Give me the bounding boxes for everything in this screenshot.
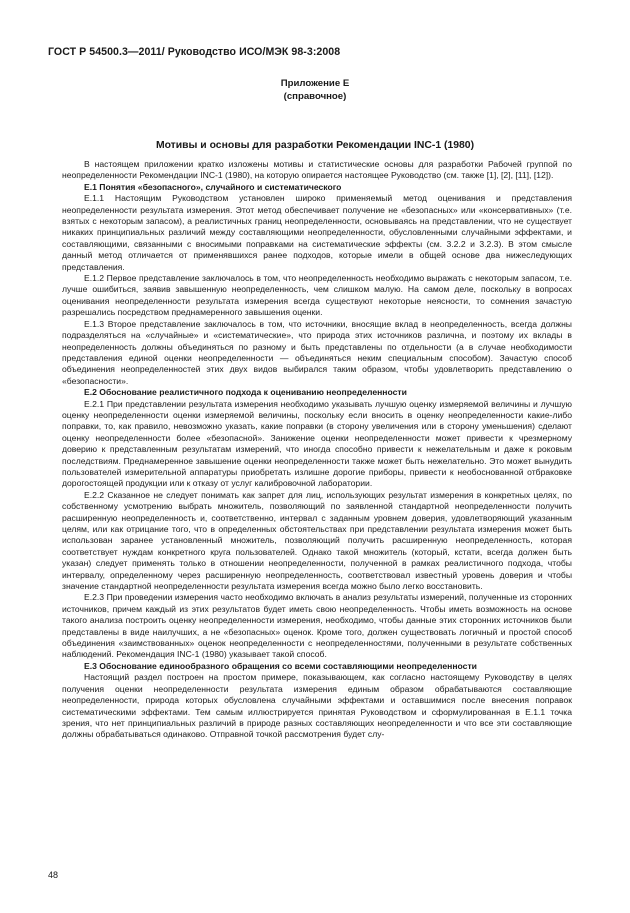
paragraph-e1-2: E.1.2 Первое представление заключалось в том, что неопределенность необходимо выражать с некоторым запасом, т.е. лучше ошибиться, заявив завышенную неопределенность, чем слишком малую. На самом деле, поскольку в вопросах оценивания неопределенности результата измерения всегда существуют некоторые неясности, то сомнения зачастую разрешались посредством преднамеренного завышения оценки.	[62, 273, 572, 318]
intro-paragraph: В настоящем приложении кратко изложены мотивы и статистические основы для разработки Рабочей группой по неопределенности Рекомендации INC-1 (1980), на которую опирается настоящее Руководство (см. также [1], [2], [11], [12]).	[62, 159, 572, 181]
paragraph-e1-3: E.1.3 Второе представление заключалось в том, что источники, вносящие вклад в неопределенность, всегда должны подразделяться на «случайные» и «систематические», что природа этих источников различна, и поэтому их вклады в неопределенность должны объединяться по разному и быть представлены по отдельности (а в случае необходимости представления единой оценки неопределенности — объединяться неким специальным способом). Зачастую способ объединения неопределенностей этих двух видов выбирался таким образом, чтобы удовлетворить представлению о «безопасности».	[62, 318, 572, 386]
section-heading-e3: E.3 Обоснование единообразного обращения со всеми составляющими неопределенности	[84, 660, 477, 671]
paragraph-e1-1: E.1.1 Настоящим Руководством установлен широко применяемый метод оценивания и представления неопределенности результата измерения. Этот метод обеспечивает получение не «безопасных» или «консервативных» (т.е. взятых с некоторым запасом), а реалистичных границ неопределенности, основываясь на представлении, что не существует никаких принципиальных различий между составляющими неопределенности, обусловленными случайными эффектами, и составляющими, связанными с вносимыми поправками на систематические эффекты (см. 3.2.2 и 3.2.3). В этом смысле данный метод отличается от применявшихся ранее подходов, которые имели в общей основе два нижеследующих представления.	[62, 193, 572, 272]
annex-label: Приложение E	[280, 78, 350, 89]
paragraph-e2-1: E.2.1 При представлении результата измерения необходимо указывать лучшую оценку измеряемой величины и лучшую оценку неопределенности оценки измеряемой величины, поскольку если вносить в оценку неопределенности какие-либо поправки, то, как правило, невозможно указать, какие поправки (в сторону увеличения или в сторону уменьшения) сделают оценку неопределенности более «безопасной». Занижение оценки неопределенности может привести к чрезмерному доверию к представленным результатам измерений, что иногда способно привести к нежелательным и даже к роковым последствиям. Преднамеренное завышение оценки неопределенности также может быть нежелательно. Это может вынудить пользователей измерительной аппаратуры приобретать излишне дорогие приборы, привести к необоснованной отбраковке дорогостоящей продукции или к отказу от услуг калибровочной лаборатории.	[62, 398, 572, 489]
body-text	[62, 159, 572, 741]
section-heading-e1: E.1 Понятия «безопасного», случайного и систематического	[84, 181, 342, 192]
section-heading-e2: E.2 Обоснование реалистичного подхода к оцениванию неопределенности	[84, 387, 407, 398]
page-number: 48	[48, 870, 59, 880]
annex-type: (справочное)	[283, 90, 347, 102]
annex-heading	[0, 78, 630, 103]
running-header: ГОСТ Р 54500.3—2011/ Руководство ИСО/МЭК 98-3:2008	[48, 46, 341, 58]
paragraph-e2-2: E.2.2 Сказанное не следует понимать как запрет для лиц, использующих результат измерения в конкретных целях, по собственному усмотрению выбрать множитель, позволяющий по заявленной стандартной неопределенности получить расширенную неопределенность и, соответственно, интервал с заданным уровнем доверия, удовлетворяющий указанным целям, или как отрицание того, что в определенных обстоятельствах при представлении результата измерения может быть использован заранее установленный множитель, позволяющий получить расширенную неопределенность, которая соответствует нуждам конкретного круга пользователей. Однако такой множитель (который, кстати, всегда должен быть указан) следует применять только в отношении неопределенности, полученной в рамках реалистичного подхода, чтобы интервалу, определенному через расширенную неопределенность, соответствовал известный уровень доверия и чтобы значение стандартной неопределенности результата измерения всегда можно было легко восстановить.	[62, 489, 572, 592]
paragraph-e3-1: Настоящий раздел построен на простом примере, показывающем, как согласно настоящему Руководству в целях получения оценки неопределенности результата измерения единым образом обрабатываются составляющие неопределенности, природа которых обусловлена случайными эффектами и оставшимися после внесения поправок систематическими эффектами. Тем самым иллюстрируется принятая Руководством и сформулированная в E.1.1 точка зрения, что нет принципиальных различий в природе разных составляющих неопределенности и что все эти составляющие должны обрабатываться одинаково. Отправной точкой рассмотрения будет слу-	[62, 672, 572, 740]
paragraph-e2-3: E.2.3 При проведении измерения часто необходимо включать в анализ результаты измерений, полученные из сторонних источников, причем каждый из этих результатов будет иметь свою неопределенность. Чтобы иметь возможность на основе такого анализа построить оценку неопределенности измерения, необходимо, чтобы данные этих сторонних источников были представлены в виде наилучших, а не «безопасных» оценок. Кроме того, должен существовать логичный и простой способ объединения «заимствованных» оценок неопределенности с неопределенностями, полученными в результате собственных наблюдений. Рекомендация INC-1 (1980) указывает такой способ.	[62, 592, 572, 660]
annex-title: Мотивы и основы для разработки Рекомендации INC-1 (1980)	[155, 140, 475, 151]
